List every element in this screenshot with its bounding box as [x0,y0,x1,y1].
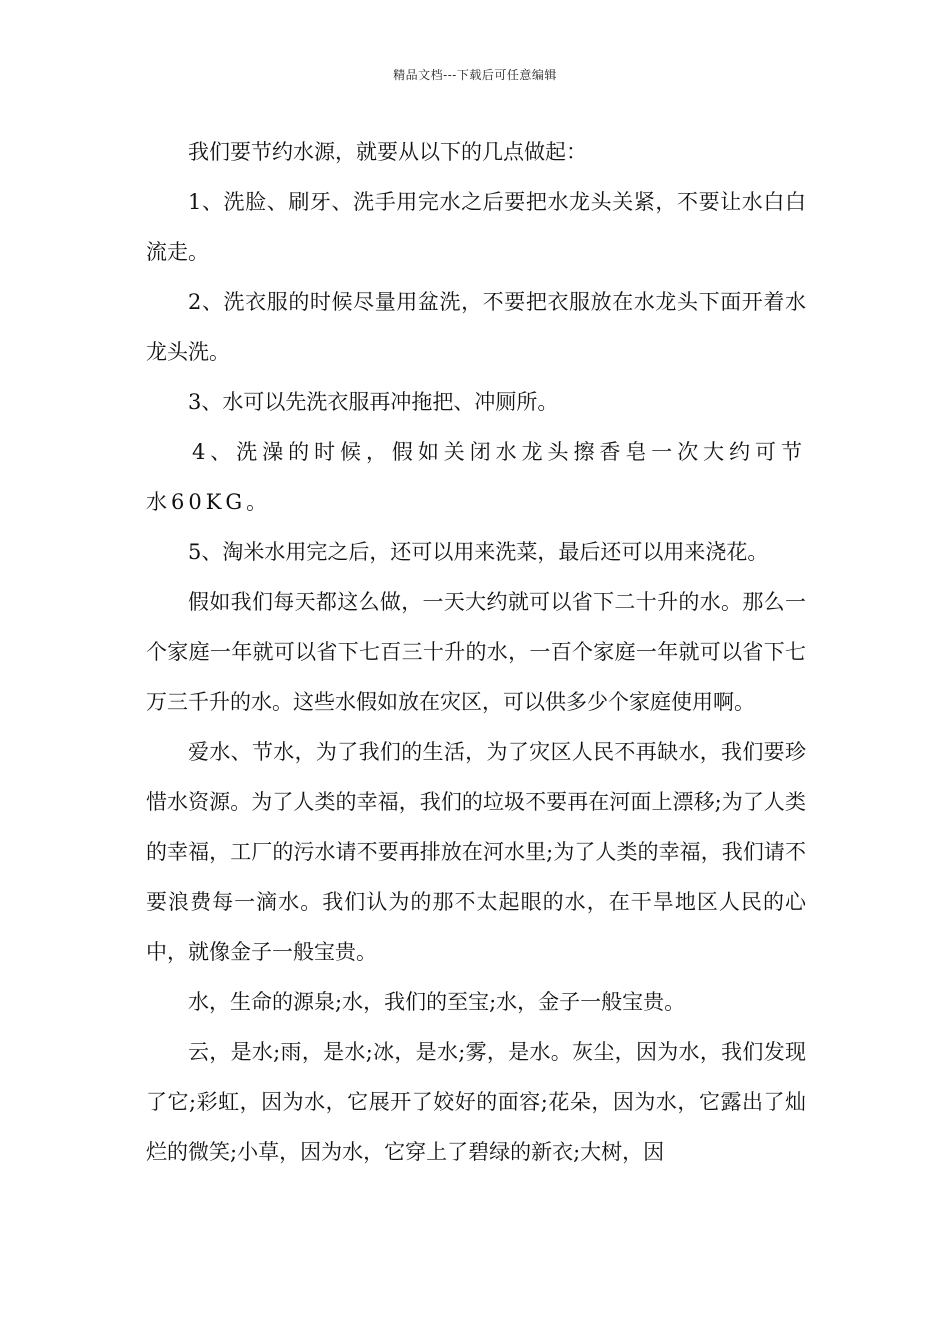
paragraph-intro: 我们要节约水源，就要从以下的几点做起： [188,140,587,164]
paragraph-forms-of-water: 云，是水;雨，是水;冰，是水;雾，是水。灰尘，因为水，我们发现了它;彩虹，因为水，它展开了姣好的面容;花朵，因为水，它露出了灿烂的微笑;小草，因为水，它穿上了碧绿的新衣;大树，因 [146,1040,806,1164]
paragraph-savings: 假如我们每天都这么做，一天大约就可以省下二十升的水。那么一个家庭一年就可以省下七百三十升的水，一百个家庭一年就可以省下七万三千升的水。这些水假如放在灾区，可以供多少个家庭使用啊。 [146,590,806,714]
paragraph-item-2: 2、洗衣服的时候尽量用盆洗，不要把衣服放在水龙头下面开着水龙头洗。 [146,290,806,364]
paragraph-cherish-water: 爱水、节水，为了我们的生活，为了灾区人民不再缺水，我们要珍惜水资源。为了人类的幸福，我们的垃圾不要再在河面上漂移;为了人类的幸福，工厂的污水请不要再排放在河水里;为了人类的幸福，我们请不要浪费每一滴水。我们认为的那不太起眼的水，在干旱地区人民的心中，就像金子一般宝贵。 [146,740,806,964]
paragraph-water-treasure: 水，生命的源泉;水，我们的至宝;水，金子一般宝贵。 [188,990,686,1014]
document-body [146,127,806,1177]
paragraph-item-3: 3、水可以先洗衣服再冲拖把、冲厕所。 [188,390,559,414]
paragraph-item-4: 4、洗澡的时候，假如关闭水龙头擦香皂一次大约可节水60KG。 [146,440,806,514]
paragraph-item-1: 1、洗脸、刷牙、洗手用完水之后要把水龙头关紧，不要让水白白流走。 [146,190,806,264]
page-header: 精品文档---下载后可任意编辑 [393,68,557,82]
paragraph-item-5: 5、淘米水用完之后，还可以用来洗菜，最后还可以用来浇花。 [188,540,769,564]
